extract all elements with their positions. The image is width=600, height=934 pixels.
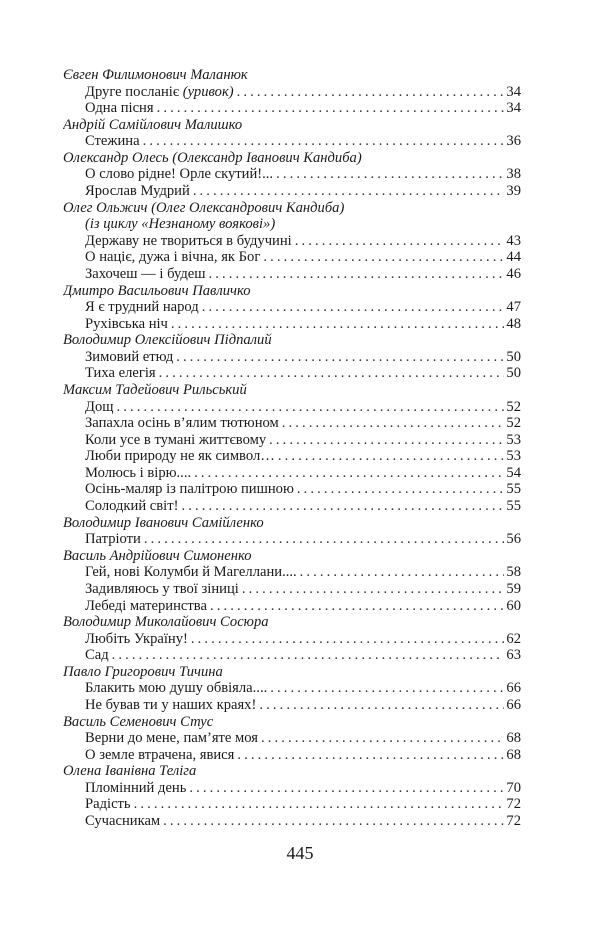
entry-title (85, 432, 269, 449)
toc-entry[interactable] (63, 316, 521, 333)
entry-title (85, 631, 191, 648)
dot-leader (261, 730, 504, 747)
entry-title-text: Ярослав Мудрий (85, 183, 190, 200)
entry-page: 50 (506, 365, 521, 382)
entry-page: 43 (506, 232, 521, 249)
dot-leader (144, 531, 505, 548)
author-heading: Олег Ольжич (Олег Олександрович Кандиба) (63, 199, 345, 216)
toc-entry[interactable] (63, 133, 521, 150)
entry-title-text: Осінь-маляр із палітрою пишною (85, 481, 294, 498)
entry-page: 59 (506, 580, 521, 597)
entry-title (85, 598, 210, 615)
toc-entry[interactable] (63, 631, 521, 648)
toc-entry[interactable] (63, 531, 521, 548)
entry-page: 58 (506, 564, 521, 581)
entry-title-text: Стежина (85, 133, 140, 150)
entry-title-text: Державу не твориться в будучині (85, 232, 292, 249)
entry-page: 66 (506, 696, 521, 713)
entry-title (85, 84, 237, 101)
toc-entry[interactable] (63, 266, 521, 283)
author-heading: Євген Филимонович Маланюк (63, 67, 248, 83)
entry-title (85, 813, 163, 830)
entry-title (85, 299, 202, 316)
toc-entry[interactable] (63, 498, 521, 515)
entry-title-text: Сучасникам (85, 813, 161, 830)
dot-leader (117, 399, 505, 416)
entry-title-text: Не бував ти у наших краях! (85, 696, 257, 713)
entry-title (85, 448, 278, 465)
dot-leader (189, 780, 504, 797)
dot-leader (269, 432, 504, 449)
dot-leader (181, 498, 504, 515)
toc-entry[interactable] (63, 564, 521, 581)
entry-title-text: Сад (85, 647, 109, 664)
dot-leader (282, 415, 505, 432)
entry-page: 36 (506, 133, 521, 150)
entry-page: 46 (506, 265, 521, 282)
entry-title (85, 415, 282, 432)
dot-leader (143, 133, 505, 150)
entry-page: 60 (506, 597, 521, 614)
dot-leader (295, 233, 505, 250)
entry-title-text: Друге посланіє (85, 83, 183, 100)
dot-leader (176, 349, 504, 366)
author-heading: Василь Семенович Стус (63, 713, 214, 730)
entry-title-text: Зимовий етюд (85, 348, 174, 365)
author-heading: Павло Григорович Тичина (63, 663, 223, 680)
toc-entry[interactable] (63, 365, 521, 382)
dot-leader (242, 581, 505, 598)
dot-leader (163, 813, 504, 830)
entry-title (85, 747, 237, 764)
author-heading: Дмитро Васильович Павличко (63, 282, 251, 299)
entry-page: 52 (506, 415, 521, 432)
entry-page: 47 (506, 299, 521, 316)
entry-title-text: О слово рідне! Орле скутий!... (85, 166, 274, 183)
author-heading: Олена Іванівна Теліга (63, 763, 197, 780)
entry-title-text: Патріоти (85, 531, 141, 548)
toc-entry[interactable] (63, 349, 521, 366)
entry-title-text: Лебеді материнства (85, 597, 207, 614)
dot-leader (276, 166, 504, 183)
entry-title-text: Люби природу не як символ… (85, 448, 275, 465)
toc-entry[interactable] (63, 299, 521, 316)
dot-leader (210, 598, 504, 615)
entry-title-italic: (уривок) (182, 83, 234, 100)
entry-title-text: Верни до мене, пам’яте моя (85, 730, 259, 747)
entry-page: 44 (506, 249, 521, 266)
entry-page: 52 (506, 398, 521, 415)
toc-entry[interactable] (63, 581, 521, 598)
toc-entry[interactable] (63, 432, 521, 449)
toc-entry[interactable] (63, 249, 521, 266)
toc-entry[interactable] (63, 415, 521, 432)
entry-title (85, 481, 297, 498)
toc-entry[interactable] (63, 730, 521, 747)
dot-leader (171, 316, 505, 333)
entry-title-text: Радість (85, 796, 131, 813)
entry-page: 50 (506, 348, 521, 365)
entry-title-text: Задивляюсь у твої зіниці (85, 580, 239, 597)
toc-entry[interactable] (63, 813, 521, 830)
entry-title (85, 233, 295, 250)
entry-title (85, 680, 270, 697)
entry-title (85, 465, 194, 482)
entry-title-text: Молюсь і вірю.... (85, 464, 192, 481)
dot-leader (193, 183, 505, 200)
entry-title-text: Захочеш — і будеш (85, 265, 206, 282)
author-heading: Володимир Олексійович Підпалий (63, 332, 272, 349)
dot-leader (134, 796, 505, 813)
toc-entry[interactable] (63, 448, 521, 465)
toc-entry[interactable] (63, 84, 521, 101)
entry-page: 68 (506, 746, 521, 763)
entry-page: 55 (506, 481, 521, 498)
dot-leader (157, 100, 505, 117)
author-heading: Андрій Самійлович Малишко (63, 116, 243, 133)
toc-entry[interactable] (63, 680, 521, 697)
dot-leader (297, 481, 505, 498)
entry-page: 56 (506, 531, 521, 548)
table-of-contents (63, 67, 521, 830)
toc-entry[interactable] (63, 233, 521, 250)
dot-leader (300, 564, 505, 581)
entry-page: 39 (506, 183, 521, 200)
author-heading: Максим Тадейович Рильський (63, 381, 247, 398)
entry-page: 63 (506, 647, 521, 664)
toc-entry[interactable] (63, 399, 521, 416)
author-heading: Володимир Іванович Самійленко (63, 514, 264, 531)
entry-title-text: Пломінний день (85, 779, 187, 796)
entry-title (85, 564, 300, 581)
dot-leader (202, 299, 505, 316)
entry-title-text: Блакить мою душу обвіяла.... (85, 680, 268, 697)
entry-title-text: О земле втрачена, явися (85, 746, 235, 763)
entry-title (85, 266, 208, 283)
author-heading: Олександр Олесь (Олександр Іванович Кандиба) (63, 149, 362, 166)
dot-leader (194, 465, 504, 482)
dot-leader (191, 631, 505, 648)
entry-title (85, 730, 261, 747)
entry-page: 70 (506, 779, 521, 796)
entry-title-text: Одна пісня (85, 100, 154, 117)
entry-title-text: Коли усе в тумані життєвому (85, 431, 267, 448)
entry-title-text: Рухівська ніч (85, 315, 168, 332)
entry-title (85, 581, 242, 598)
dot-leader (259, 697, 504, 714)
entry-title (85, 183, 193, 200)
toc-entry[interactable] (63, 465, 521, 482)
entry-title (85, 498, 181, 515)
entry-title-text: О націє, дужа і вічна, як Бог (85, 249, 261, 266)
toc-entry[interactable] (63, 598, 521, 615)
entry-title-text: Дощ (85, 398, 114, 415)
dot-leader (208, 266, 504, 283)
page-number: 445 (286, 843, 314, 863)
author-heading: Володимир Миколайович Сосюра (63, 614, 269, 631)
cycle-note: (із циклу «Незнаному воякові») (85, 216, 276, 233)
toc-entry[interactable] (63, 697, 521, 714)
entry-page: 66 (506, 680, 521, 697)
entry-title-text: Тиха елегія (85, 365, 156, 382)
toc-entry[interactable] (63, 796, 521, 813)
entry-page: 53 (506, 431, 521, 448)
entry-title (85, 697, 259, 714)
entry-title (85, 166, 276, 183)
entry-page: 53 (506, 448, 521, 465)
entry-title (85, 249, 263, 266)
entry-title-text: Запахла осінь в’ялим тютюном (85, 415, 279, 432)
entry-page: 48 (506, 315, 521, 332)
entry-title-text: Я є трудний народ (85, 299, 199, 316)
entry-title (85, 796, 134, 813)
entry-title-text: Любіть Україну! (85, 630, 188, 647)
dot-leader (270, 680, 504, 697)
toc-entry[interactable] (63, 166, 521, 183)
entry-title (85, 100, 157, 117)
dot-leader (159, 365, 505, 382)
toc-entry[interactable] (63, 183, 521, 200)
dot-leader (237, 84, 505, 101)
entry-title (85, 133, 143, 150)
entry-title (85, 780, 189, 797)
entry-title (85, 349, 176, 366)
entry-page: 72 (506, 813, 521, 830)
entry-page: 68 (506, 730, 521, 747)
entry-title (85, 647, 112, 664)
entry-page: 34 (506, 100, 521, 117)
entry-page: 62 (506, 630, 521, 647)
dot-leader (237, 747, 504, 764)
entry-title (85, 365, 159, 382)
toc-entry[interactable] (63, 481, 521, 498)
entry-page: 54 (506, 464, 521, 481)
toc-entry[interactable] (63, 100, 521, 117)
toc-entry[interactable] (63, 747, 521, 764)
dot-leader (263, 249, 504, 266)
toc-entry[interactable] (63, 647, 521, 664)
dot-leader (112, 647, 505, 664)
entry-page: 72 (506, 796, 521, 813)
entry-title (85, 531, 144, 548)
toc-entry[interactable] (63, 780, 521, 797)
entry-title-text: Солодкий світ! (85, 498, 179, 515)
entry-title (85, 399, 117, 416)
entry-title (85, 316, 171, 333)
author-heading: Василь Андрійович Симоненко (63, 547, 252, 564)
entry-page: 34 (506, 83, 521, 100)
entry-title-text: Гей, нові Колумби й Магеллани.... (85, 564, 297, 581)
entry-page: 55 (506, 498, 521, 515)
entry-page: 38 (506, 166, 521, 183)
dot-leader (278, 448, 505, 465)
